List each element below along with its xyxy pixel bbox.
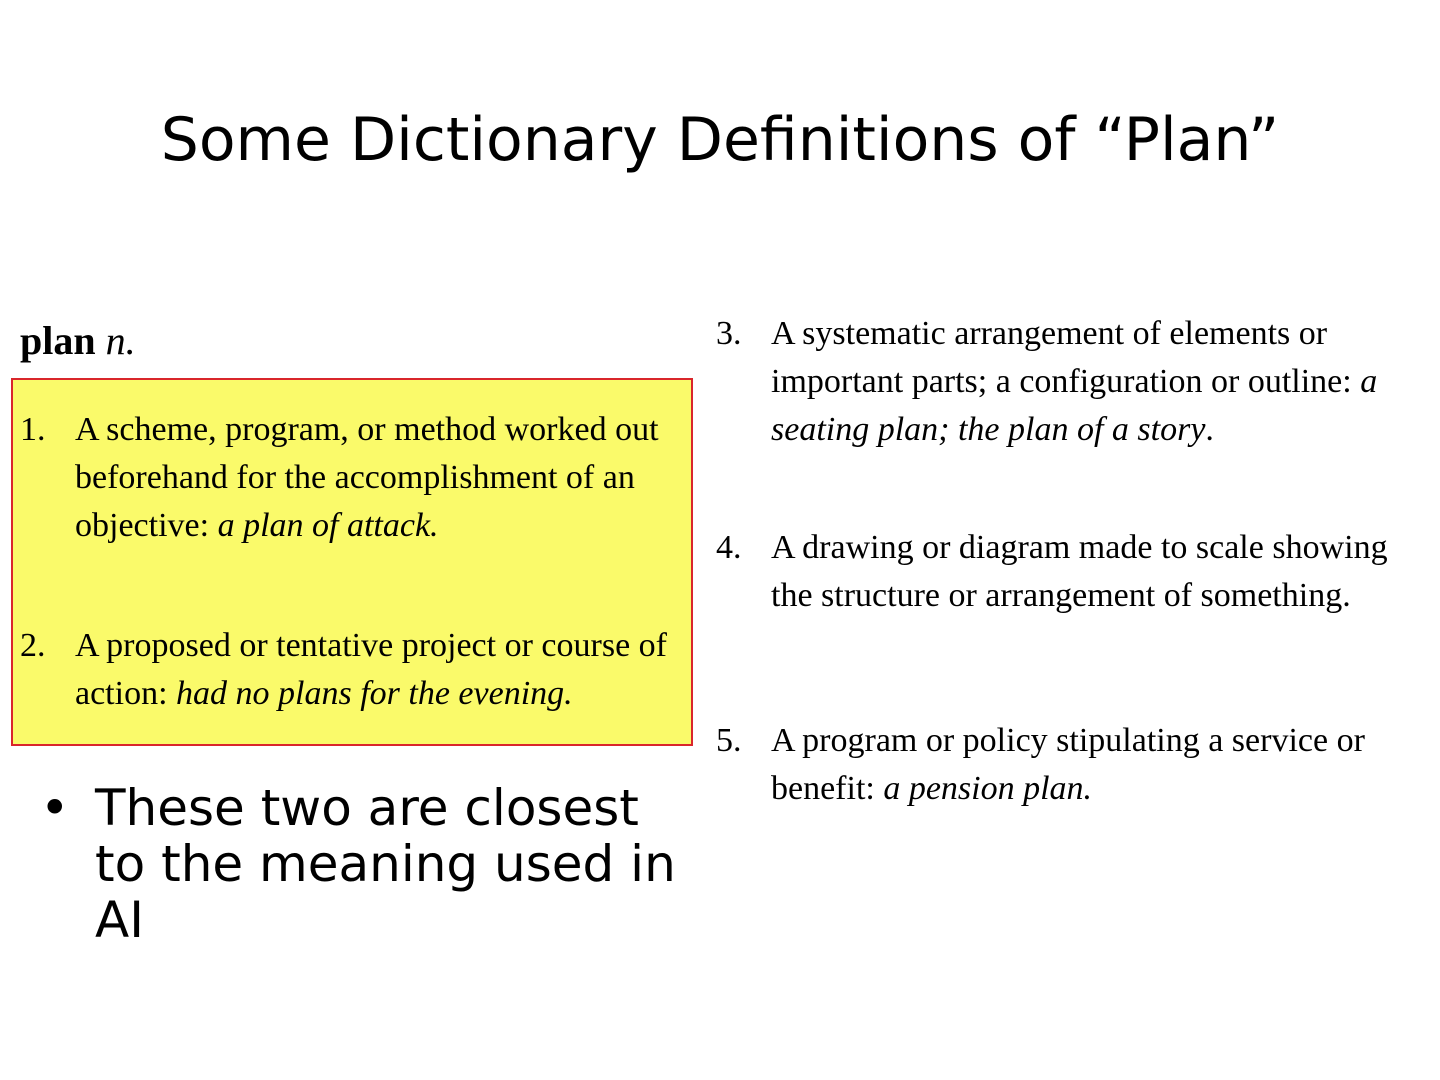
definition-text-block — [75, 406, 685, 550]
definition-number: 3. — [716, 315, 742, 352]
definition-text: A proposed or tentative project or course of action: — [75, 627, 667, 712]
dictionary-headword — [20, 316, 136, 366]
definition-example: a pension plan. — [883, 770, 1093, 807]
definition-4 — [716, 524, 1411, 620]
definition-number: 1. — [20, 411, 46, 448]
definition-1 — [20, 406, 685, 550]
definition-example: a seating plan; the plan of a story — [771, 363, 1378, 448]
definition-example: had no plans for the evening. — [176, 675, 573, 712]
definition-3 — [716, 310, 1411, 454]
definition-text: A systematic arrangement of elements or important parts; a configuration or outline: — [771, 315, 1361, 400]
definition-text: A program or policy stipulating a service or benefit: — [771, 722, 1365, 807]
definition-text-block — [771, 310, 1411, 454]
headword-text: plan — [20, 318, 96, 363]
bullet-icon: • — [40, 779, 70, 837]
definition-number: 2. — [20, 627, 46, 664]
definition-text: A scheme, program, or method worked out beforehand for the accomplishment of an objective: — [75, 411, 659, 544]
definition-example: a plan of attack. — [217, 507, 439, 544]
note-text: These two are closest to the meaning used in AI — [95, 779, 676, 949]
definition-text-block — [75, 622, 690, 718]
note-bullet-item — [40, 780, 680, 948]
definition-text: A drawing or diagram made to scale showing the structure or arrangement of something. — [771, 529, 1388, 614]
slide-title: Some Dictionary Definitions of “Plan” — [160, 105, 1280, 175]
definition-text-block — [771, 717, 1411, 813]
definition-2 — [20, 622, 690, 718]
definition-5 — [716, 717, 1411, 813]
definition-text-block — [771, 524, 1411, 620]
definition-number: 4. — [716, 529, 742, 566]
definition-suffix: . — [1205, 411, 1214, 448]
definition-number: 5. — [716, 722, 742, 759]
part-of-speech: n. — [105, 318, 136, 363]
